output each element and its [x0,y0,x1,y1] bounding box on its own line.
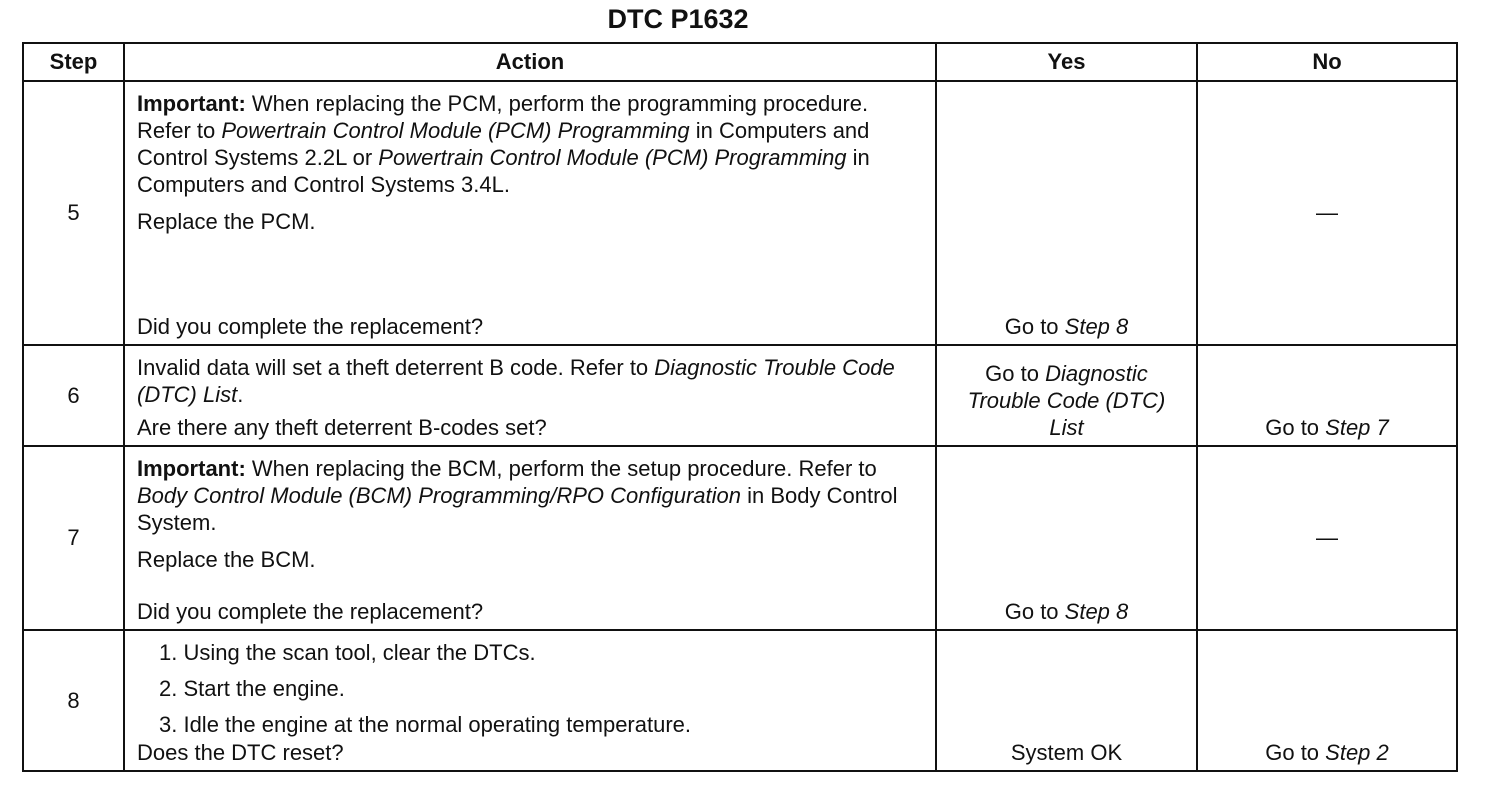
reference-link[interactable]: Powertrain Control Module (PCM) Programming [221,118,690,143]
step-number: 6 [23,345,124,446]
text-span: Go to [1004,314,1065,339]
text-span: in Computers and Control Systems 3.4L. [137,145,870,197]
yes-cell [936,81,1197,345]
action-cell [124,345,936,446]
reference-link[interactable]: Step 7 [1325,415,1389,440]
yes-cell [936,446,1197,630]
text-span: When replacing the BCM, perform the setup procedure. Refer to [245,456,877,481]
step-number: 8 [23,630,124,771]
question-text: Does the DTC reset? [137,740,344,765]
yes-cell [936,345,1197,446]
yes-cell: System OK [936,630,1197,771]
dtc-table [22,42,1458,772]
table-row [23,446,1457,630]
no-cell: — [1197,81,1457,345]
table-row [23,345,1457,446]
instruction-text: Replace the PCM. [137,209,316,234]
question-text: Did you complete the replacement? [137,599,484,624]
reference-link[interactable]: Diagnostic Trouble Code (DTC) List [137,355,895,407]
question-text: Are there any theft deterrent B-codes set? [137,415,547,440]
text-span: in Computers and Control Systems 2.2L or [137,118,870,170]
text-span: Go to [1004,599,1065,624]
header-step: Step [23,43,124,81]
reference-link[interactable]: Diagnostic Trouble Code (DTC) List [967,361,1166,440]
no-cell [1197,345,1457,446]
header-no: No [1197,43,1457,81]
text-span: When replacing the PCM, perform the programming procedure. Refer to [137,91,869,143]
no-cell: — [1197,446,1457,630]
instruction-text [137,354,925,408]
text-span: in Body Control System. [137,483,898,535]
important-label: Important: [137,91,246,116]
procedure-list [137,639,925,738]
text-span: Go to [1265,415,1326,440]
reference-link[interactable]: Step 8 [1064,314,1129,339]
header-yes: Yes [936,43,1197,81]
table-row [23,81,1457,345]
text-span: Go to [985,361,1046,386]
list-item: 1. Using the scan tool, clear the DTCs. [159,640,536,665]
step-number: 5 [23,81,124,345]
action-cell [124,630,936,771]
instruction-text: Replace the BCM. [137,547,316,572]
reference-link[interactable]: Powertrain Control Module (PCM) Programming [378,145,847,170]
list-item: 2. Start the engine. [159,676,345,701]
header-action: Action [124,43,936,81]
reference-link[interactable]: Step 2 [1325,740,1389,765]
no-cell [1197,630,1457,771]
important-label: Important: [137,456,246,481]
reference-link[interactable]: Body Control Module (BCM) Programming/RPO Configuration [137,483,742,508]
instruction-text [137,90,925,198]
question-text: Did you complete the replacement? [137,314,484,339]
reference-link[interactable]: Step 8 [1064,599,1129,624]
step-number: 7 [23,446,124,630]
action-cell [124,446,936,630]
text-span: Go to [1265,740,1326,765]
instruction-text [137,455,925,536]
header-row [23,43,1457,81]
table-row [23,630,1457,771]
page-title: DTC P1632 [607,4,749,34]
text-span: . [237,382,244,407]
text-span: Invalid data will set a theft deterrent B code. Refer to [137,355,655,380]
list-item: 3. Idle the engine at the normal operating temperature. [159,712,692,737]
action-cell [124,81,936,345]
